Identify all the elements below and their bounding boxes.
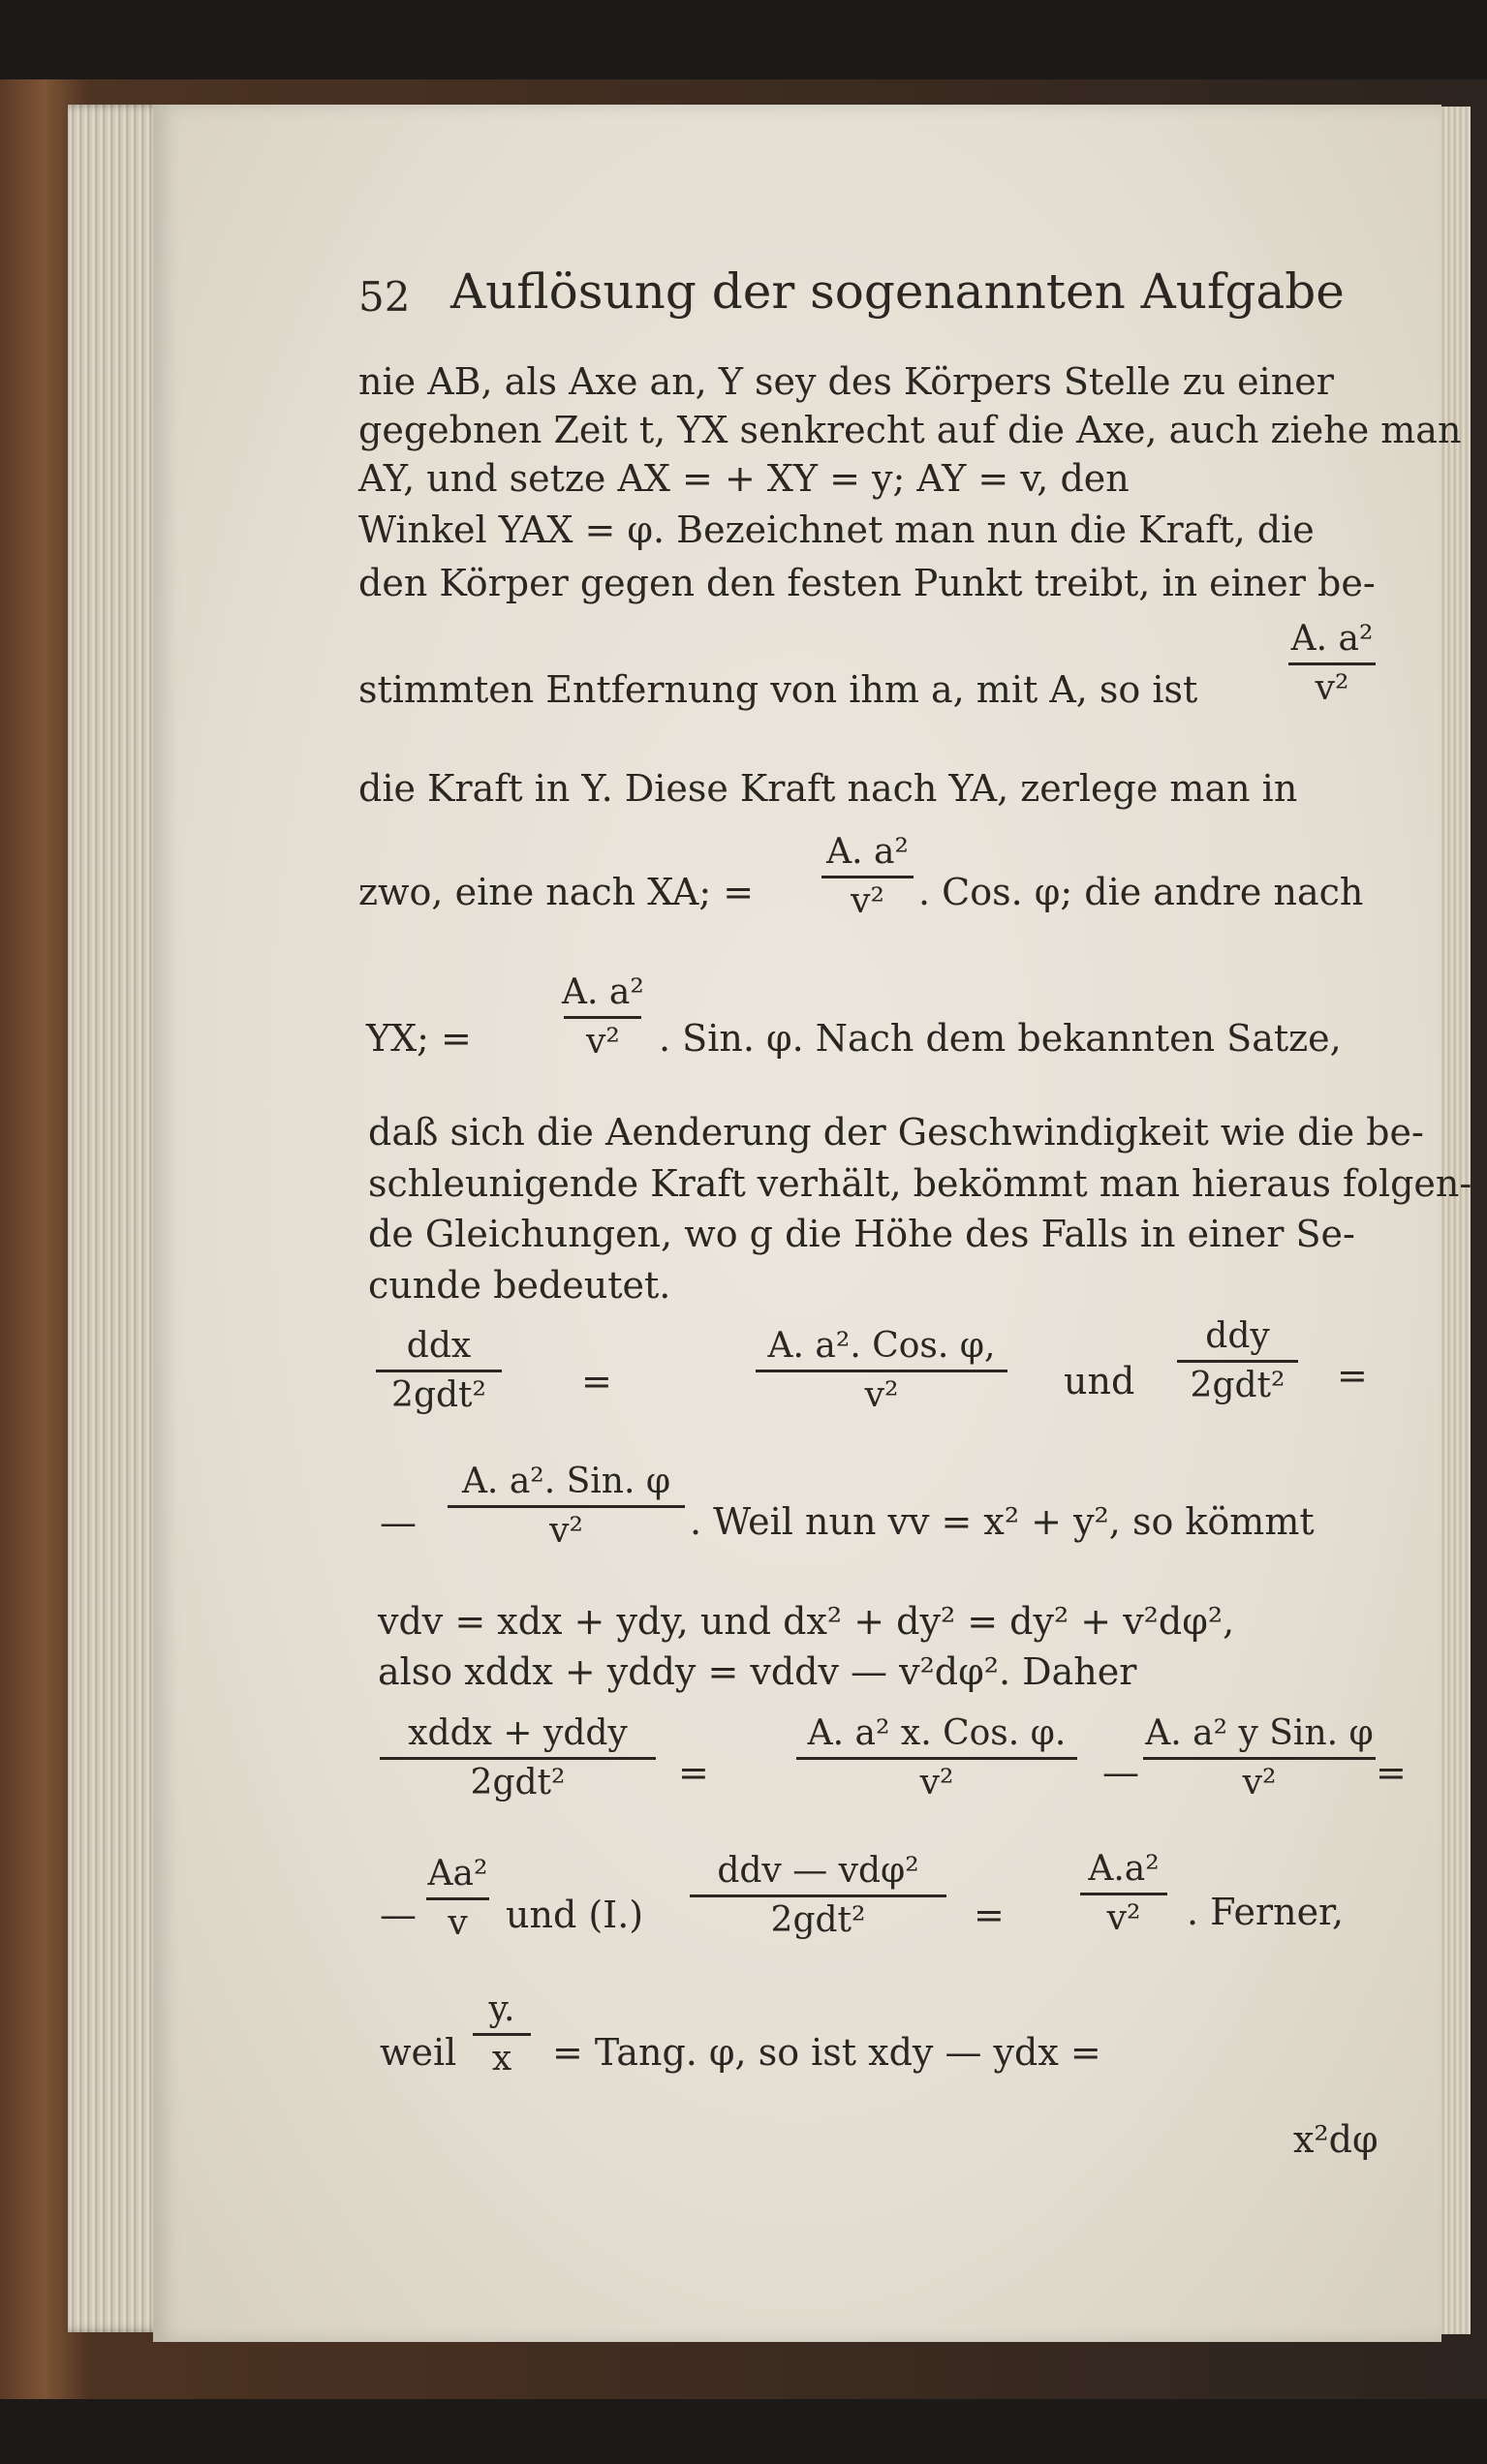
fraction-bar [756,1370,1007,1372]
fraction-yx [562,973,644,1062]
minus-sign: — [380,1894,417,1936]
text-line-9a: YX; = [366,1017,472,1060]
fraction-numerator: A. a² [1290,619,1374,659]
text-line-15b: . Weil nun vv = x² + y², so kömmt [690,1500,1315,1543]
fraction-denominator: v² [864,1375,899,1415]
text-line-6: stimmten Entfernung von ihm a, mit A, so ist [358,668,1198,711]
fraction-numerator: ddv — vdφ² [717,1851,919,1891]
text-line-13: cunde bedeutet. [368,1264,671,1307]
catchword: x²dφ [1293,2118,1379,2161]
text-line-8a: zwo, eine nach XA; = [358,871,755,913]
fraction-bar [564,1016,641,1019]
fraction-ddx [376,1327,502,1415]
fraction-xa [821,833,914,921]
fraction-aa2 [1080,1850,1167,1938]
fraction-aysin [1143,1714,1376,1802]
fraction-bar [1288,662,1376,665]
fraction-numerator: A. a². Cos. φ, [767,1326,996,1366]
equals-sign: = [678,1751,709,1794]
fraction-numerator: A. a². Sin. φ [461,1462,671,1501]
fraction-denominator: v [448,1903,468,1943]
text-line-16: vdv = xdx + ydy, und dx² + dy² = dy² + v²dφ², [378,1600,1235,1643]
text-line-3: AY, und setze AX = + XY = y; AY = v, den [358,457,1130,500]
fraction-denominator: v² [586,1022,620,1062]
fraction-denominator: v² [919,1763,954,1802]
text-line-20b: = Tang. φ, so ist xdy — ydx = [552,2031,1101,2074]
equals-sign: = [1376,1751,1407,1794]
fraction-bar [473,2033,531,2036]
text-line-20a: weil [380,2031,457,2074]
text-line-10: daß sich die Aenderung der Geschwindigkeit wie die be- [368,1111,1424,1154]
text-line-17: also xddx + yddy = vddv — v²dφ². Daher [378,1650,1137,1693]
text-line-5: den Körper gegen den festen Punkt treibt, in einer be- [358,562,1376,604]
fraction-denominator: x [491,2039,512,2079]
fraction-bar [380,1757,656,1760]
fraction-numerator: A.a² [1088,1849,1160,1889]
conjunction-und-label: und (I.) [506,1894,644,1936]
fraction-numerator: A. a² x. Cos. φ. [807,1713,1067,1753]
fraction-denominator: v² [549,1511,583,1551]
fraction-bar [448,1505,685,1508]
page-number: 52 [358,273,411,321]
fraction-bar [1143,1757,1376,1760]
fraction-numerator: ddy [1205,1316,1270,1356]
fraction-numerator: y. [488,1989,515,2029]
fraction-denominator: v² [1106,1898,1141,1938]
fraction-numerator: xddx + yddy [408,1713,628,1753]
fraction-denominator: 2gdt² [391,1375,486,1415]
fraction-numerator: Aa² [427,1854,488,1894]
fraction-bar [1177,1360,1298,1363]
fraction-bar [426,1897,489,1900]
text-line-1: nie AB, als Axe an, Y sey des Körpers Stelle zu einer [358,360,1334,403]
fraction-numerator: ddx [406,1326,472,1366]
equals-sign: = [581,1360,612,1402]
text-line-19d: . Ferner, [1187,1891,1345,1933]
minus-sign: — [380,1501,417,1544]
fraction-cos [756,1327,1007,1415]
fraction-denominator: 2gdt² [770,1900,866,1940]
page-title: Auflösung der sogenannten Aufgabe [450,263,1345,320]
fraction-axcos [796,1714,1077,1802]
fraction-bar [1080,1893,1167,1895]
fraction-denominator: v² [1242,1763,1277,1802]
fraction-aa [426,1855,489,1943]
fraction-xddx [380,1714,656,1802]
fraction-numerator: A. a² y Sin. φ [1145,1713,1374,1753]
text-line-12: de Gleichungen, wo g die Höhe des Falls in einer Se- [368,1213,1355,1255]
text-line-9b: . Sin. φ. Nach dem bekannten Satze, [659,1017,1342,1060]
text-line-8b: . Cos. φ; die andre nach [918,871,1364,913]
fraction-numerator: A. a² [562,972,644,1012]
fraction-bar [690,1894,946,1897]
fraction-denominator: 2gdt² [1190,1366,1286,1405]
equals-sign: = [1337,1354,1368,1397]
fraction-bar [821,876,914,878]
fraction-yx2 [473,1990,531,2079]
fraction-denominator: v² [1315,668,1349,708]
fraction-sin [448,1463,685,1551]
fraction-denominator: 2gdt² [470,1763,566,1802]
fraction-numerator: A. a² [826,832,909,872]
fraction-ddv [690,1852,946,1940]
fraction-bar [376,1370,502,1372]
conjunction-und: und [1064,1360,1135,1402]
fraction-bar [796,1757,1077,1760]
equals-sign: = [974,1894,1005,1936]
fraction-denominator: v² [851,881,884,921]
text-line-4: Winkel YAX = φ. Bezeichnet man nun die Kraft, die [358,508,1315,551]
text-line-2: gegebnen Zeit t, YX senkrecht auf die Axe, auch ziehe man [358,409,1462,451]
fraction-kraft [1288,620,1376,708]
minus-sign: — [1102,1751,1139,1794]
text-line-7: die Kraft in Y. Diese Kraft nach YA, zerlege man in [358,767,1298,810]
text-line-11: schleunigende Kraft verhält, bekömmt man hieraus folgen- [368,1162,1472,1205]
fraction-ddy [1177,1317,1298,1405]
